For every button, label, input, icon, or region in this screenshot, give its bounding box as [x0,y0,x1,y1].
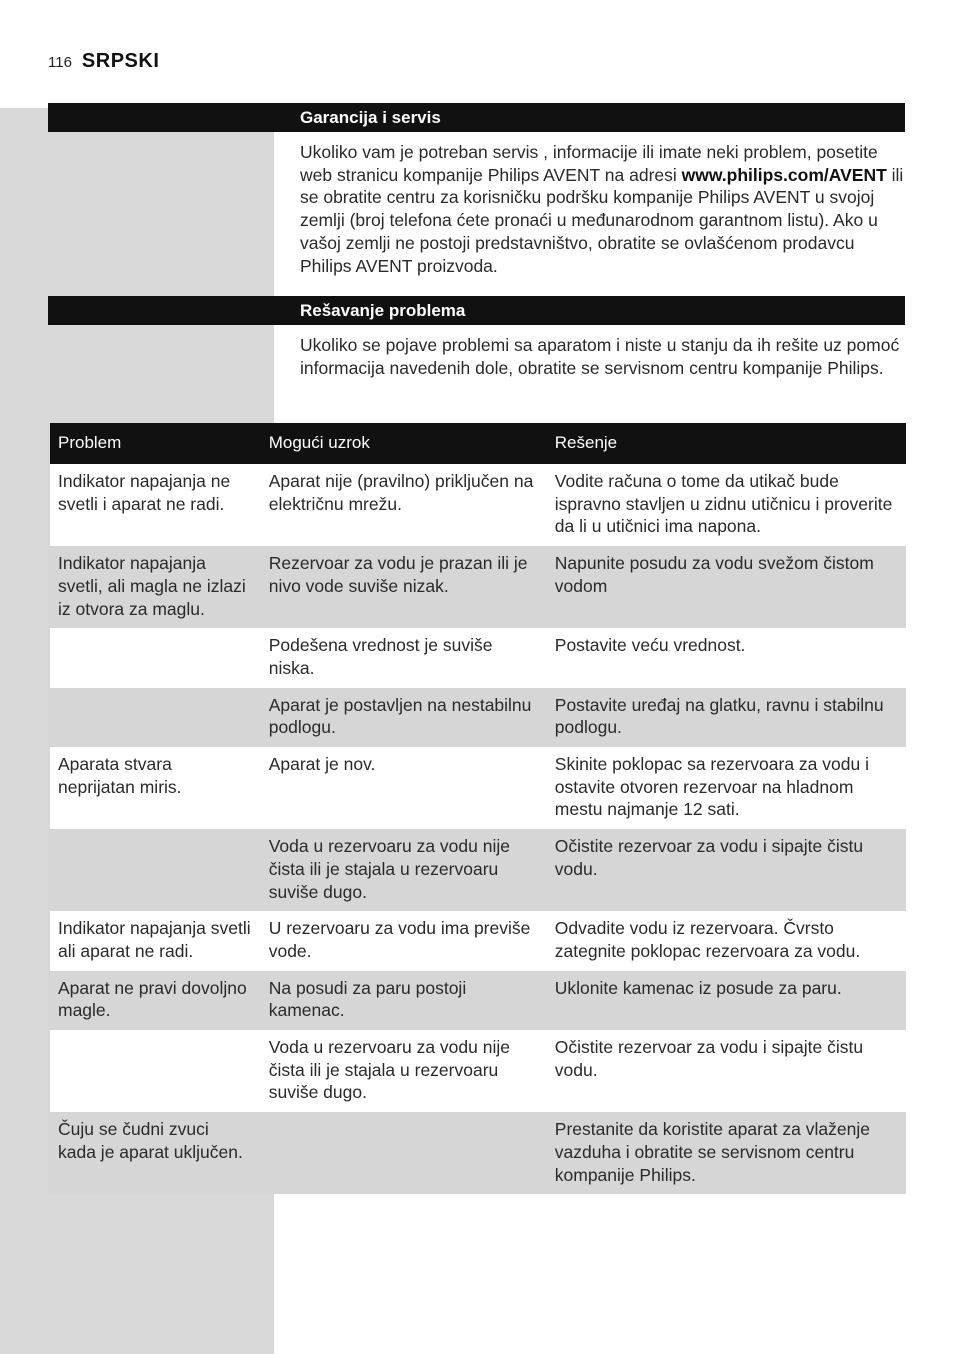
cause-cell: Voda u rezervoaru za vodu nije čista ili je stajala u rezervoaru suviše dugo. [259,1030,545,1112]
problem-cell: Čuju se čudni zvuci kada je aparat uključen. [48,1112,259,1194]
problem-cell: Aparat ne pravi dovoljno magle. [48,971,259,1030]
table-row [48,911,906,970]
troubleshooting-intro: Ukoliko se pojave problemi sa aparatom i niste u stanju da ih rešite uz pomoć informacija navedenih dole, obratite se servisnom centru kompanije Philips. [274,325,905,423]
problem-cell [48,1030,259,1112]
problem-cell: Aparata stvara neprijatan miris. [48,747,259,829]
column-header-solution: Rešenje [545,423,906,464]
table-row [48,1112,906,1194]
warranty-text-end: ili se obratite centru za korisničku podršku kompanije Philips AVENT u svojoj zemlji (broj telefona ćete pronaći u međunarodnom garantnom listu). Ako u vašoj zemlji ne postoji predstavništvo, obratite se ovlašćenom prodavcu Philips AVENT proizvoda. [300,164,904,276]
table-row [48,971,906,1030]
cause-cell: Aparat je nov. [259,747,545,829]
column-header-cause: Mogući uzrok [259,423,545,464]
solution-cell: Prestanite da koristite aparat za vlaženje vazduha i obratite se servisnom centru kompanije Philips. [545,1112,906,1194]
solution-cell: Napunite posudu za vodu svežom čistom vodom [545,546,906,628]
cause-cell: Na posudi za paru postoji kamenac. [259,971,545,1030]
table-left-border [48,423,50,1168]
cause-cell: U rezervoaru za vodu ima previše vode. [259,911,545,970]
cause-cell [259,1112,545,1194]
problem-cell: Indikator napajanja ne svetli i aparat ne radi. [48,464,259,546]
table-row [48,829,906,911]
solution-cell: Uklonite kamenac iz posude za paru. [545,971,906,1030]
cause-cell: Aparat je postavljen na nestabilnu podlogu. [259,688,545,747]
page-number: 116 [48,54,72,71]
table-row [48,688,906,747]
table-row [48,464,906,546]
solution-cell: Vodite računa o tome da utikač bude ispravno stavljen u zidnu utičnicu i proverite da li u utičnici ima napona. [545,464,906,546]
solution-cell: Očistite rezervoar za vodu i sipajte čistu vodu. [545,1030,906,1112]
solution-cell: Očistite rezervoar za vodu i sipajte čistu vodu. [545,829,906,911]
problem-cell [48,628,259,687]
warranty-text-start: Ukoliko vam je potreban servis , informacije ili imate neki problem, posetite web stranicu kompanije Philips AVENT na adresi [300,142,878,185]
solution-cell: Skinite poklopac sa rezervoara za vodu i ostavite otvoren rezervoar na hladnom mestu najmanje 12 sati. [545,747,906,829]
problem-cell [48,829,259,911]
problem-cell [48,688,259,747]
column-header-problem: Problem [48,423,259,464]
problem-cell: Indikator napajanja svetli, ali magla ne izlazi iz otvora za maglu. [48,546,259,628]
cause-cell: Aparat nije (pravilno) priključen na električnu mrežu. [259,464,545,546]
table-row [48,546,906,628]
page-language: SRPSKI [81,50,160,72]
table-row [48,1030,906,1112]
page-header [48,50,159,73]
table-row [48,628,906,687]
table-header-row [48,423,906,464]
table-row [48,747,906,829]
warranty-heading: Garancija i servis [48,103,905,132]
solution-cell: Odvadite vodu iz rezervoara. Čvrsto zategnite poklopac rezervoara za vodu. [545,911,906,970]
solution-cell: Postavite veću vrednost. [545,628,906,687]
cause-cell: Rezervoar za vodu je prazan ili je nivo vode suviše nizak. [259,546,545,628]
solution-cell: Postavite uređaj na glatku, ravnu i stabilnu podlogu. [545,688,906,747]
problem-cell: Indikator napajanja svetli ali aparat ne radi. [48,911,259,970]
cause-cell: Podešena vrednost je suviše niska. [259,628,545,687]
troubleshooting-heading: Rešavanje problema [48,296,905,325]
warranty-link[interactable]: www.philips.com/AVENT [681,164,887,185]
troubleshooting-table [48,423,906,1194]
cause-cell: Voda u rezervoaru za vodu nije čista ili je stajala u rezervoaru suviše dugo. [259,829,545,911]
warranty-text [274,132,905,296]
